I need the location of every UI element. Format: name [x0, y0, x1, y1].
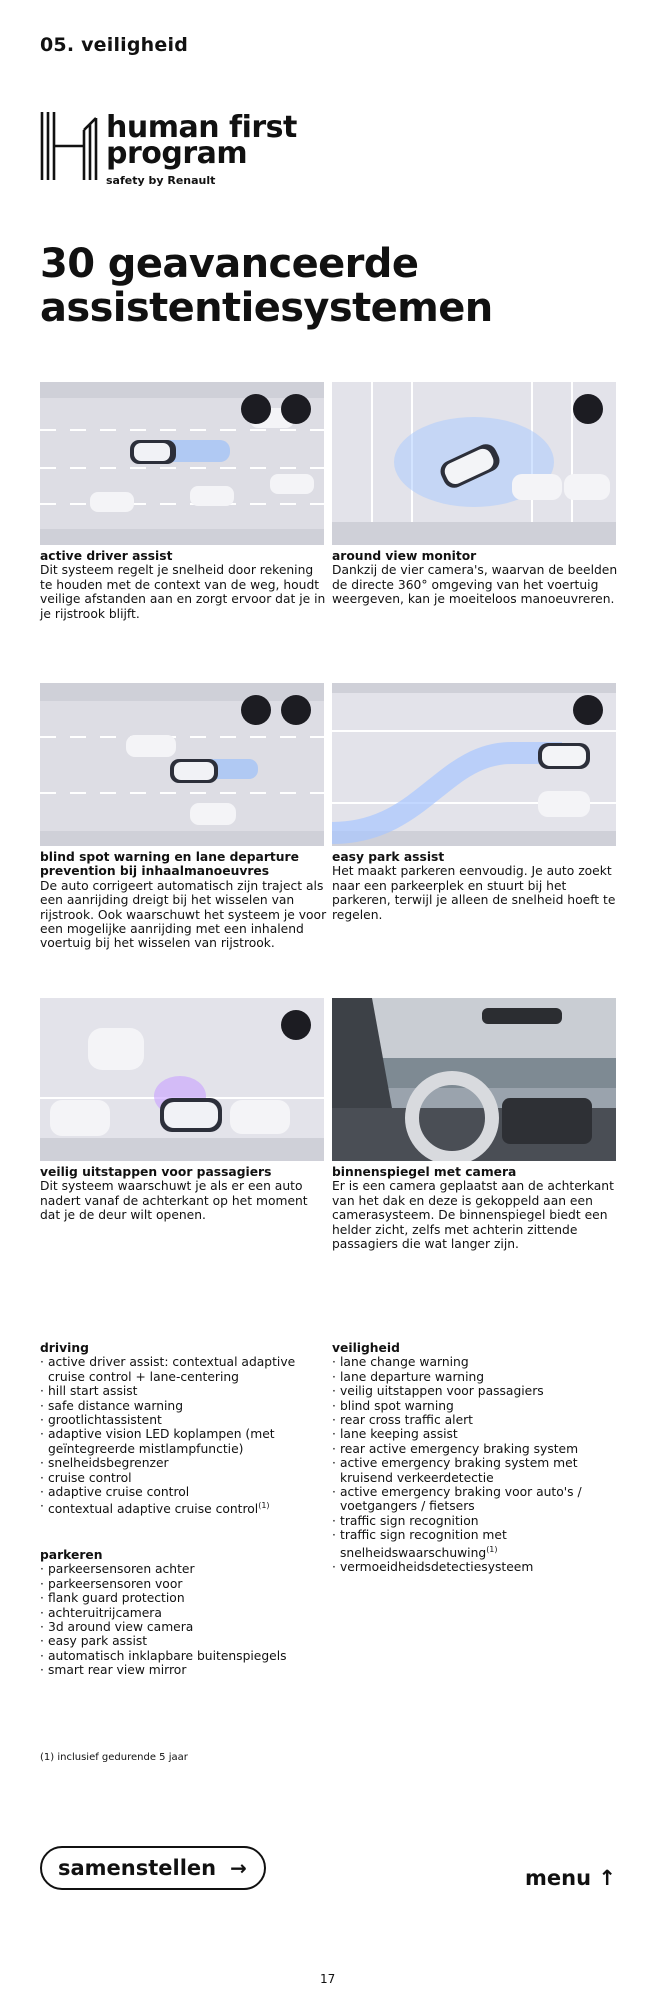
list-item — [332, 1528, 622, 1560]
list-item: · parkeersensoren voor — [40, 1577, 330, 1591]
build-button-label: samenstellen — [58, 1856, 217, 1880]
list-item: · adaptive vision LED koplampen (met geïntegreerde mistlampfunctie) — [40, 1427, 330, 1456]
feature-title: blind spot warning en lane departure prevention bij inhaalmanoeuvres — [40, 850, 299, 879]
logo-mark-icon — [40, 110, 100, 182]
feature-image-around-view-monitor — [332, 382, 616, 545]
safety-list-title: veiligheid — [332, 1341, 400, 1355]
list-item: · smart rear view mirror — [40, 1663, 330, 1677]
list-item: · flank guard protection — [40, 1591, 330, 1605]
safety-list — [332, 1341, 622, 1575]
menu-link[interactable]: menu ↑ — [525, 1866, 616, 1890]
list-item: · achteruitrijcamera — [40, 1606, 330, 1620]
parking-list — [40, 1548, 330, 1678]
list-item: · snelheidsbegrenzer — [40, 1456, 330, 1470]
list-item: · veilig uitstappen voor passagiers — [332, 1384, 622, 1398]
logo-subtitle: safety by Renault — [106, 174, 216, 187]
feature-image-safe-exit — [40, 998, 324, 1161]
feature-blind-spot-warning — [40, 850, 328, 951]
footnote — [40, 1752, 188, 1763]
list-item: · safe distance warning — [40, 1399, 330, 1413]
feature-description: Er is een camera geplaatst aan de achterkant van het dak en deze is gekoppeld aan een camerasysteem. De binnenspiegel biedt een helder zicht, zelfs met achterin zittende passagiers die wat langer zijn. — [332, 1179, 614, 1252]
list-item: · easy park assist — [40, 1634, 330, 1648]
list-item: · lane change warning — [332, 1355, 622, 1369]
build-button[interactable] — [40, 1846, 266, 1890]
feature-easy-park-assist — [332, 850, 620, 922]
list-item: · 3d around view camera — [40, 1620, 330, 1634]
feature-title: active driver assist — [40, 549, 173, 563]
feature-description: De auto corrigeert automatisch zijn traject als een aanrijding dreigt bij het wisselen van rijstrook. Ook waarschuwt het systeem je voor een mogelijke aanrijding met een inhalend voertuig bij het wisselen van rijstrook. — [40, 878, 327, 951]
arrow-right-icon: → — [230, 1856, 247, 1880]
list-item: · active emergency braking system met kruisend verkeerdetectie — [332, 1456, 622, 1485]
list-item: · hill start assist — [40, 1384, 330, 1398]
feature-image-active-driver-assist — [40, 382, 324, 545]
list-item: · lane keeping assist — [332, 1427, 622, 1441]
list-item: · automatisch inklapbare buitenspiegels — [40, 1649, 330, 1663]
feature-description: Dankzij de vier camera's, waarvan de beelden de directe 360° omgeving van het voertuig weergeven, kan je moeiteloos manoeuvreren. — [332, 563, 618, 607]
feature-title: veilig uitstappen voor passagiers — [40, 1165, 272, 1179]
list-item: · rear cross traffic alert — [332, 1413, 622, 1427]
list-item: · blind spot warning — [332, 1399, 622, 1413]
list-item: · active emergency braking voor auto's / voetgangers / fietsers — [332, 1485, 622, 1514]
footnote-marker: (1) — [40, 1752, 55, 1763]
feature-description: Dit systeem waarschuwt je als er een auto nadert vanaf de achterkant op het moment dat je de deur wilt openen. — [40, 1179, 308, 1223]
feature-image-easy-park-assist — [332, 683, 616, 846]
list-item: · traffic sign recognition — [332, 1514, 622, 1528]
human-first-program-logo — [40, 110, 310, 190]
feature-active-driver-assist — [40, 549, 328, 621]
feature-description: Het maakt parkeren eenvoudig. Je auto zoekt naar een parkeerplek en stuurt bij het parkeren, terwijl je alleen de snelheid hoeft te regelen. — [332, 864, 616, 922]
feature-description: Dit systeem regelt je snelheid door rekening te houden met de context van de weg, houdt veilige afstanden aan en zorgt ervoor dat je in je rijstrook blijft. — [40, 563, 326, 621]
feature-title: easy park assist — [332, 850, 445, 864]
list-item: · rear active emergency braking system — [332, 1442, 622, 1456]
list-item: · adaptive cruise control — [40, 1485, 330, 1499]
list-item: · lane departure warning — [332, 1370, 622, 1384]
parking-list-title: parkeren — [40, 1548, 103, 1562]
list-item: · grootlichtassistent — [40, 1413, 330, 1427]
footnote-marker: (1) — [258, 1501, 270, 1511]
page-heading: 30 geavanceerde assistentiesystemen — [40, 241, 493, 331]
feature-title: around view monitor — [332, 549, 477, 563]
list-item: · vermoeidheidsdetectiesysteem — [332, 1560, 622, 1574]
page-number: 17 — [320, 1972, 336, 1986]
section-title: 05. veiligheid — [40, 34, 189, 56]
list-item-text: contextual adaptive cruise control — [48, 1502, 259, 1517]
footnote-text: inclusief gedurende 5 jaar — [54, 1752, 188, 1763]
feature-safe-exit — [40, 1165, 328, 1223]
logo-text-line2: program — [106, 136, 248, 171]
logo-text-line1: human first — [106, 110, 297, 145]
driving-list — [40, 1341, 330, 1517]
list-item: · parkeersensoren achter — [40, 1562, 330, 1576]
list-item — [40, 1499, 330, 1517]
feature-title: binnenspiegel met camera — [332, 1165, 517, 1179]
feature-camera-mirror — [332, 1165, 620, 1251]
driving-list-title: driving — [40, 1341, 89, 1355]
feature-around-view-monitor — [332, 549, 620, 607]
footnote-marker: (1) — [486, 1544, 498, 1554]
feature-image-blind-spot-warning — [40, 683, 324, 846]
list-item-text: traffic sign recognition met snelheidswaarschuwing — [340, 1528, 507, 1560]
list-item: · active driver assist: contextual adaptive cruise control + lane-centering — [40, 1355, 330, 1384]
feature-image-camera-mirror — [332, 998, 616, 1161]
list-item: · cruise control — [40, 1471, 330, 1485]
